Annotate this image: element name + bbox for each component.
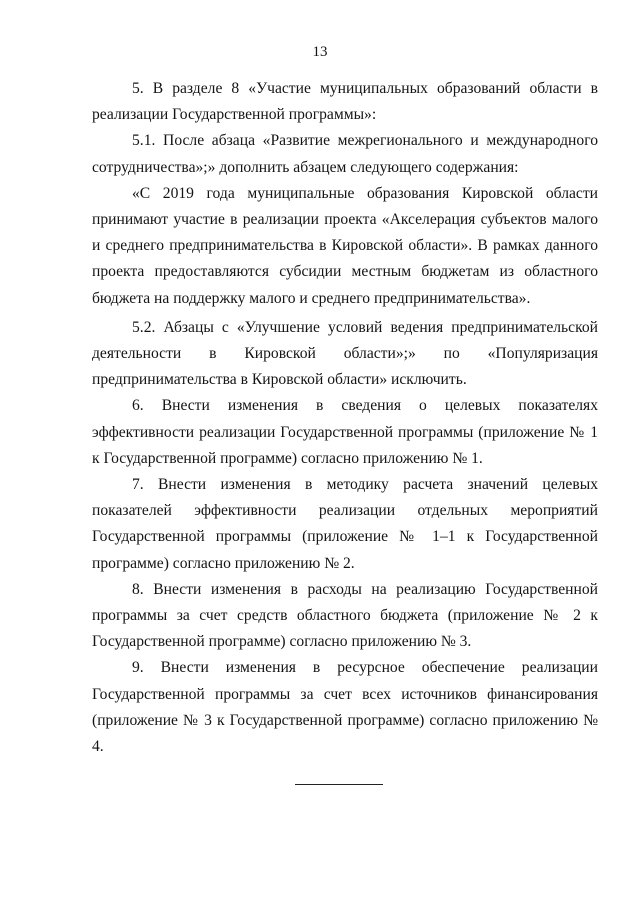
paragraph-9: 9. Внести изменения в ресурсное обеспечение реализации Государственной программы за счет всех источников финансирования (приложение № 3 к Государственной программе) согласно приложению № 4. [92,659,598,756]
paragraph-7: 7. Внести изменения в методику расчета значений целевых показателей эффективности реализации отдельных мероприятий Государственной программы (приложение № 1–1 к Государственной программе) согласно приложению № 2. [92,476,598,572]
paragraph-5-1: 5.1. После абзаца «Развитие межрегионального и международного сотрудничества»;» дополнить абзацем следующего содержания: [92,132,598,176]
paragraph-6: 6. Внести изменения в сведения о целевых показателях эффективности реализации Государственной программы (приложение № 1 к Государственной программе) согласно приложению № 1. [92,397,598,467]
paragraph-5-1-quote: «С 2019 года муниципальные образования Кировской области принимают участие в реализации проекта «Акселерация субъектов малого и среднего предпринимательства в Кировской области». В рамках данного проекта предоставляются субсидии местным бюджетам из областного бюджета на поддержку малого и среднего предпринимательства». [92,184,598,307]
paragraph-5-2: 5.2. Абзацы с «Улучшение условий ведения предпринимательской деятельности в Кировской области»;» по «Популяризация предпринимательства в Кировской области» исключить. [92,318,598,389]
paragraph-8: 8. Внести изменения в расходы на реализацию Государственной программы за счет средств областного бюджета (приложение № 2 к Государственной программе) согласно приложению № 3. [92,580,598,651]
page-number: 13 [312,44,328,60]
paragraph-5: 5. В разделе 8 «Участие муниципальных образований области в реализации Государственной программы»: [92,80,598,124]
closing-rule [295,784,383,785]
document-body [92,76,598,760]
